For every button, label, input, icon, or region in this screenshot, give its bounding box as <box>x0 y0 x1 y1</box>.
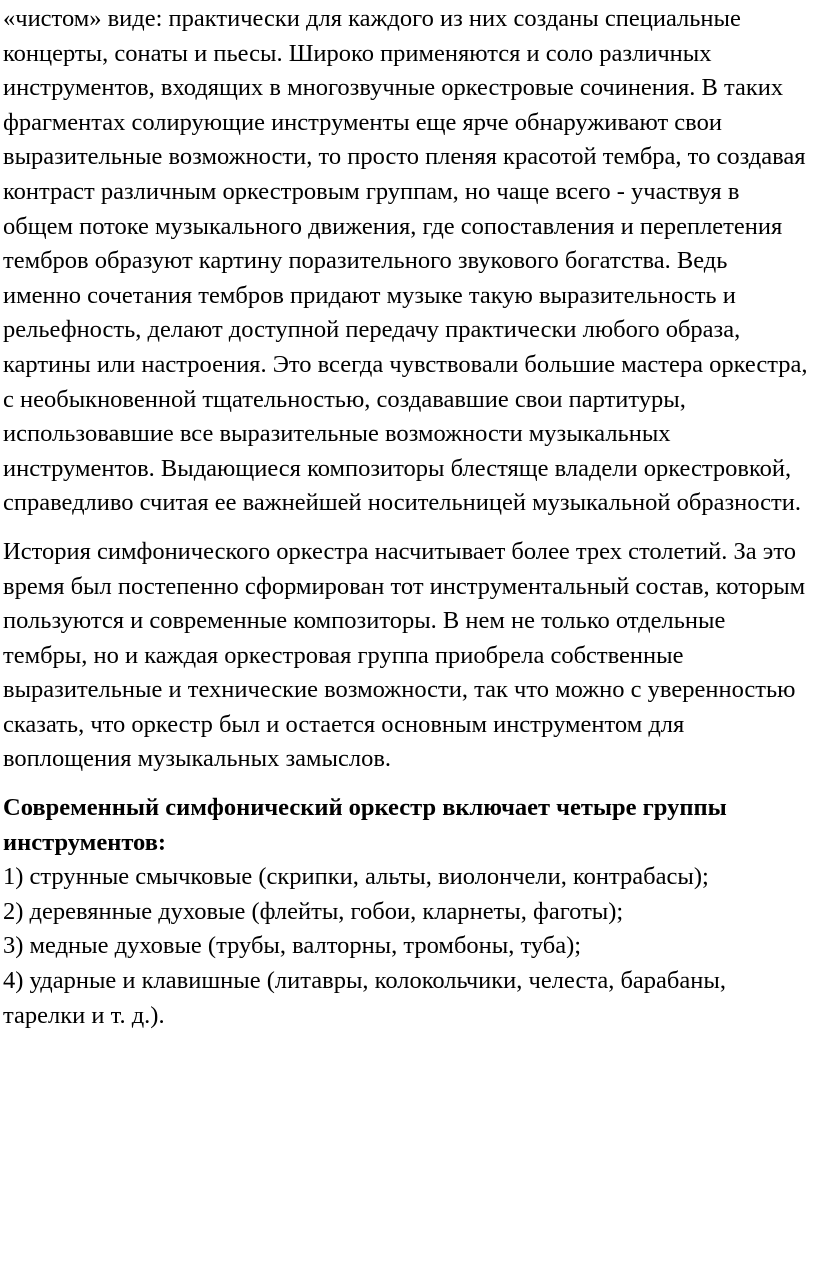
list-item-brass: 3) медные духовые (трубы, валторны, тромбоны, туба); <box>3 932 582 960</box>
instrument-groups-section <box>3 791 810 1033</box>
instrument-groups-list <box>3 860 810 1033</box>
paragraph-timbres: «чистом» виде: практически для каждого из них созданы специальные концерты, сонаты и пьесы. Широко применяются и соло различных инструментов, входящих в многозвучные оркестровые сочинения. В таких фрагментах солирующие инструменты еще ярче обнаруживают свои выразительные возможности, то просто пленяя красотой тембра, то создавая контраст различным оркестровым группам, но чаще всего - участвуя в общем потоке музыкального движения, где сопоставления и переплетения тембров образуют картину поразительного звукового богатства. Ведь именно сочетания тембров придают музыке такую выразительность и рельефность, делают доступной передачу практически любого образа, картины или настроения. Это всегда чувствовали большие мастера оркестра, с необыкновенной тщательностью, создававшие свои партитуры, использовавшие все выразительные возможности музыкальных инструментов. Выдающиеся композиторы блестяще владели оркестровкой, справедливо считая ее важнейшей носительницей музыкальной образности. <box>3 5 808 517</box>
list-item-woodwinds: 2) деревянные духовые (флейты, гобои, кларнеты, фаготы); <box>3 897 624 925</box>
list-item-strings: 1) струнные смычковые (скрипки, альты, виолончели, контрабасы); <box>3 863 709 891</box>
section-heading: Современный симфонический оркестр включает четыре группы инструментов: <box>3 794 727 856</box>
paragraph-orchestra-history: История симфонического оркестра насчитывает более трех столетий. За это время был постепенно сформирован тот инструментальный состав, которым пользуются и современные композиторы. В нем не только отдельные тембры, но и каждая оркестровая группа приобрела собственные выразительные и технические возможности, так что можно с уверенностью сказать, что оркестр был и остается основным инструментом для воплощения музыкальных замыслов. <box>3 537 806 773</box>
list-item-percussion: 4) ударные и клавишные (литавры, колокольчики, челеста, барабаны, тарелки и т. д.). <box>3 967 726 1029</box>
